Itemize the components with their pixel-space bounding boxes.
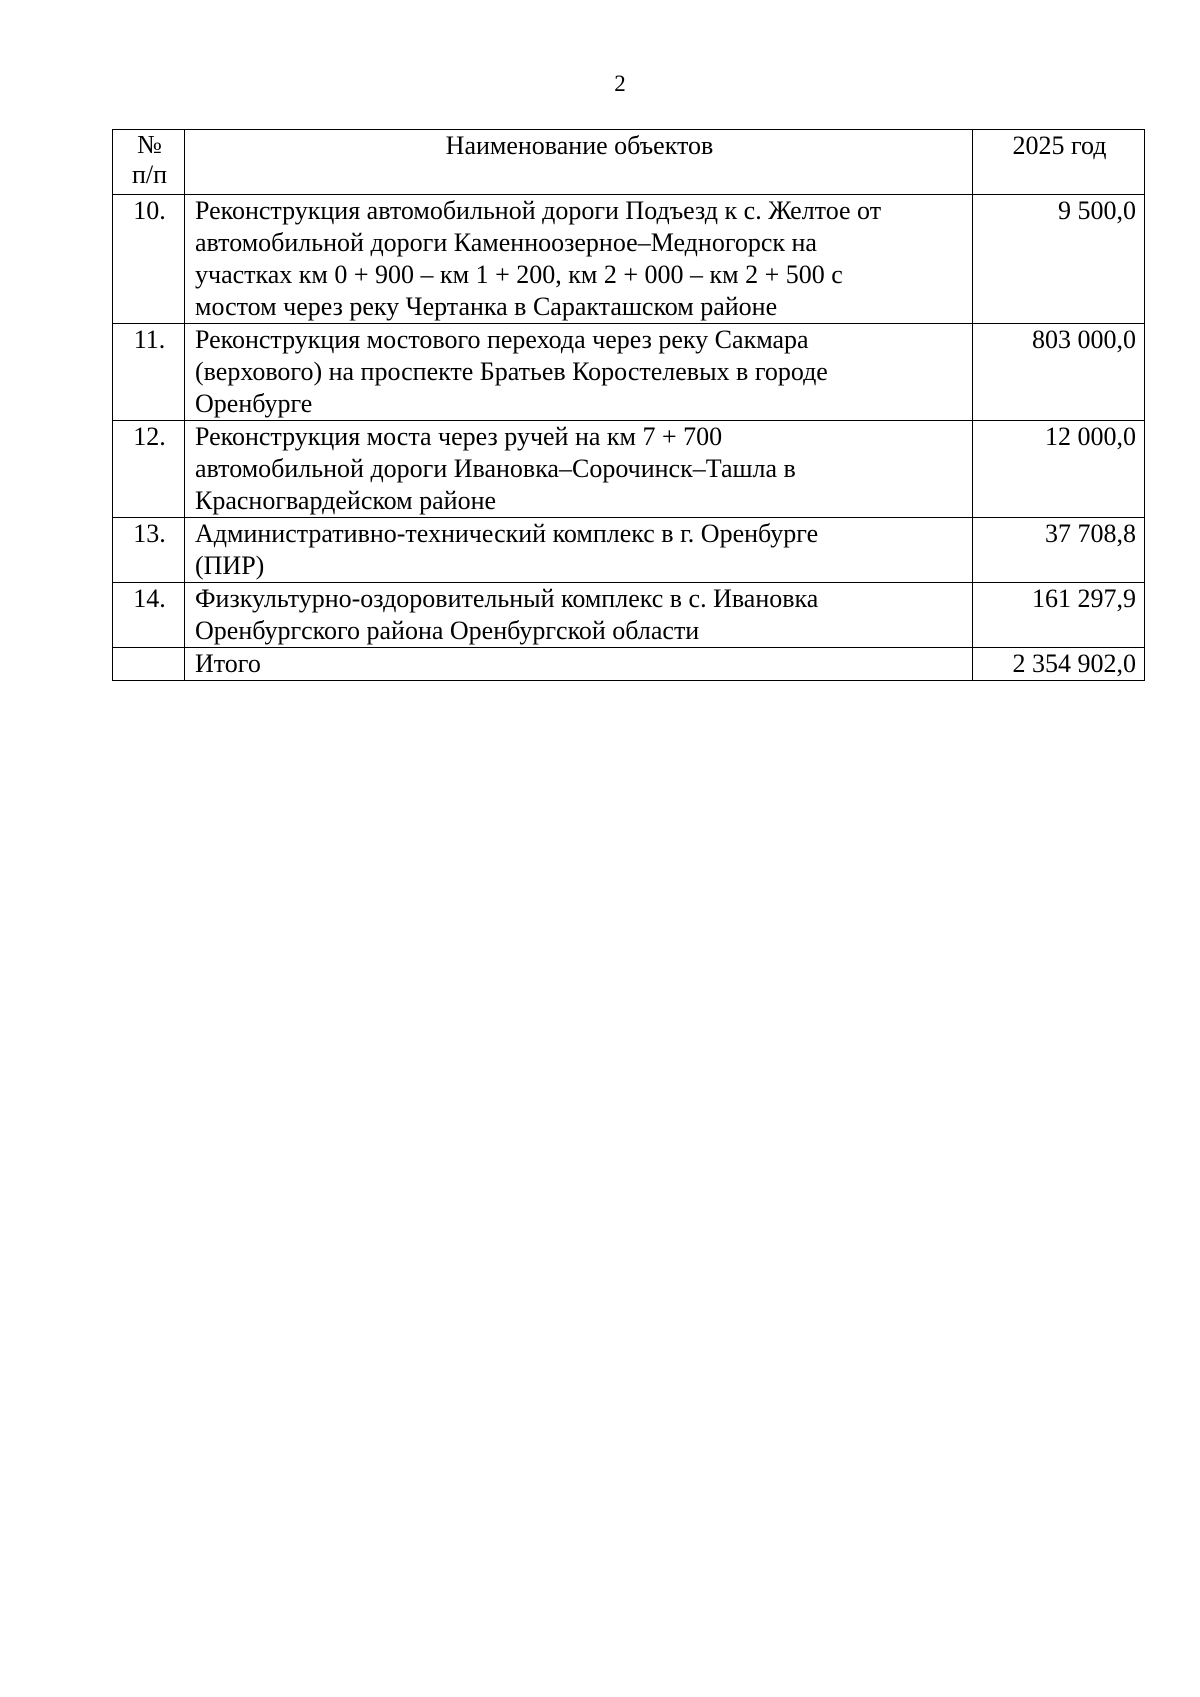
header-number (113, 130, 185, 195)
objects-table (112, 129, 1145, 681)
table-row (113, 518, 1145, 583)
table-row (113, 324, 1145, 421)
header-number-sign: № (137, 130, 162, 159)
row-value: 161 297,9 (973, 583, 1145, 648)
total-label: Итого (185, 648, 973, 681)
object-name-line: (верхового) на проспекте Братьев Коростелевых в городе (195, 357, 828, 386)
header-number-abbr: п/п (131, 160, 168, 189)
object-name-line: Реконструкция автомобильной дороги Подъезд к с. Желтое от (195, 196, 882, 225)
row-number: 12. (113, 421, 185, 518)
row-value: 9 500,0 (973, 195, 1145, 324)
total-number (113, 648, 185, 681)
row-object-name (185, 324, 973, 421)
object-name-line: (ПИР) (195, 551, 265, 580)
table-row (113, 195, 1145, 324)
object-name-line: автомобильной дороги Каменноозерное–Медногорск на (195, 228, 817, 257)
row-value: 37 708,8 (973, 518, 1145, 583)
row-number: 11. (113, 324, 185, 421)
total-value: 2 354 902,0 (973, 648, 1145, 681)
total-row (113, 648, 1145, 681)
page-number: 2 (614, 71, 626, 96)
row-object-name (185, 195, 973, 324)
row-value: 12 000,0 (973, 421, 1145, 518)
row-object-name (185, 421, 973, 518)
object-name-line: автомобильной дороги Ивановка–Сорочинск–Ташла в (195, 454, 796, 483)
row-number: 13. (113, 518, 185, 583)
table-row (113, 583, 1145, 648)
object-name-line: Оренбурге (195, 389, 313, 418)
object-name-line: Административно-технический комплекс в г. Оренбурге (195, 519, 819, 548)
object-name-line: мостом через реку Чертанка в Саракташском районе (195, 292, 778, 321)
table-header-row (113, 130, 1145, 195)
object-name-line: Реконструкция мостового перехода через реку Сакмара (195, 325, 809, 354)
row-object-name (185, 518, 973, 583)
object-name-line: Реконструкция моста через ручей на км 7 + 700 (195, 422, 723, 451)
object-name-line: Красногвардейском районе (195, 486, 497, 515)
header-object-name: Наименование объектов (185, 130, 973, 195)
header-year: 2025 год (973, 130, 1145, 195)
row-number: 14. (113, 583, 185, 648)
row-value: 803 000,0 (973, 324, 1145, 421)
table-row (113, 421, 1145, 518)
row-number: 10. (113, 195, 185, 324)
object-name-line: Оренбургского района Оренбургской области (195, 616, 700, 645)
row-object-name (185, 583, 973, 648)
object-name-line: Физкультурно-оздоровительный комплекс в с. Ивановка (195, 584, 819, 613)
object-name-line: участках км 0 + 900 – км 1 + 200, км 2 + 000 – км 2 + 500 с (195, 260, 843, 289)
